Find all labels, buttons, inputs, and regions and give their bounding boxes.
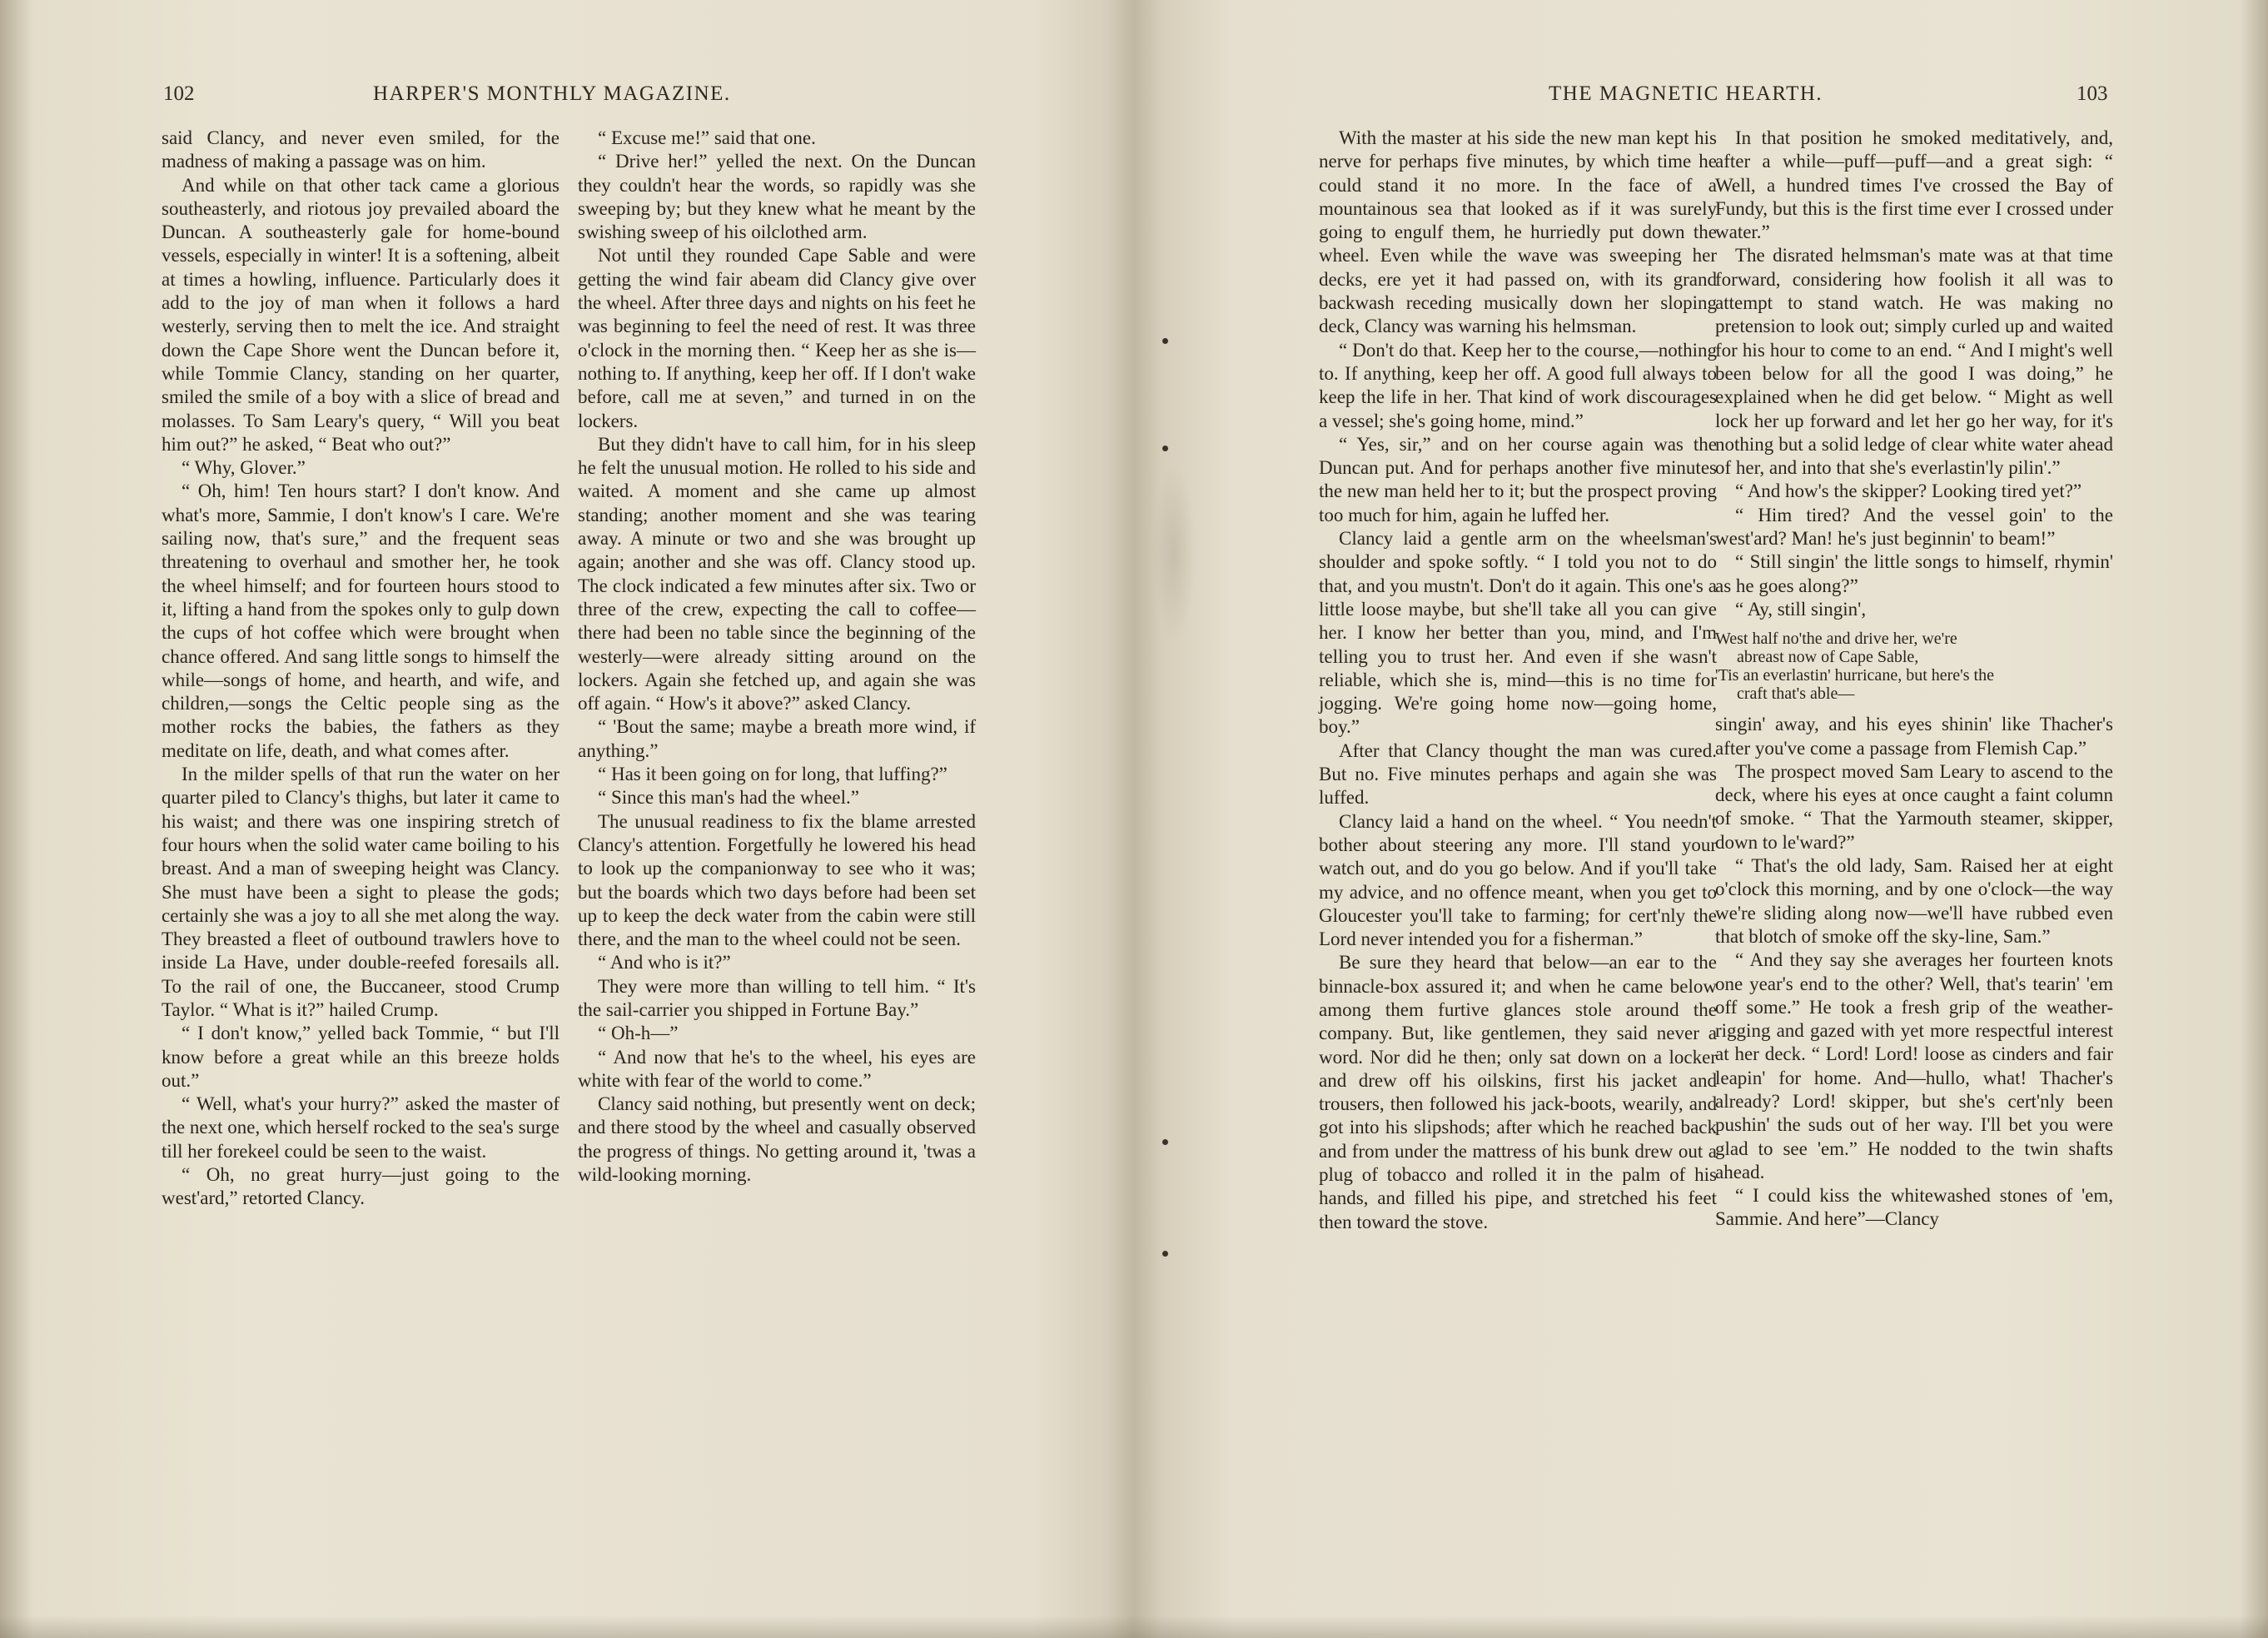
paragraph: After that Clancy thought the man was cured. But no. Five minutes perhaps and again she was luffed. xyxy=(1319,739,1717,809)
paragraph: Be sure they heard that below—an ear to the binnacle-box assured it; and when he came below among them furtive glances stole around the company. But, like gentlemen, they said never a word. Nor did he then; only sat down on a locker and drew off his oilskins, first his jacket and trousers, then followed his jack-boots, wearily, and got into his slipshods; after which he reached back and from under the mattress of his bunk drew out a plug of tobacco and rolled it in the palm of his hands, and filled his pipe, and stretched his feet then toward the stove. xyxy=(1319,952,1717,1232)
text-column-2 xyxy=(1715,127,2113,1232)
paragraph: “ I could kiss the whitewashed stones of 'em, Sammie. And here”—Clancy xyxy=(1715,1185,2113,1230)
paragraph: “ And they say she averages her fourteen knots one year's end to the other? Well, that's tearin' 'em off some.” He took a fresh grip of the weather-rigging and gazed with yet more respectful interest at her deck. “ Lord! Lord! loose as cinders and fair leapin' for home. And—hullo, what! Thacher's already? Lord! skipper, but she's cert'nly been pushin' the suds out of her way. I'll bet you were glad to see 'em.” He nodded to the twin shafts ahead. xyxy=(1715,949,2113,1182)
paragraph: “ Since this man's had the wheel.” xyxy=(598,787,859,809)
paragraph: “ Yes, sir,” and on her course again was the Duncan put. And for perhaps another five minutes the new man held her to it; but the prospect proving too much for him, again he luffed her. xyxy=(1319,433,1717,525)
song-verse xyxy=(1715,630,2113,703)
page-number: 103 xyxy=(2077,82,2108,105)
running-head: THE MAGNETIC HEARTH. xyxy=(1549,82,1823,105)
paragraph: “ Why, Glover.” xyxy=(182,457,306,479)
paragraph: “ Well, what's your hurry?” asked the master of the next one, which herself rocked to the sea's surge till her forekeel could be seen to the waist. xyxy=(162,1093,560,1162)
paragraph: “ Oh, no great hurry—just going to the west'ard,” retorted Clancy. xyxy=(162,1164,560,1209)
right-page xyxy=(1134,0,2268,1638)
paragraph: “ Don't do that. Keep her to the course,—nothing to. If anything, keep her off. A good full always to keep the life in her. That kind of work discourages a vessel; she's going home, mind.” xyxy=(1319,339,1717,431)
paragraph: singin' away, and his eyes shinin' like Thacher's after you've come a passage from Flemish Cap.” xyxy=(1715,714,2113,759)
paragraph: “ Drive her!” yelled the next. On the Duncan they couldn't hear the words, so rapidly was she sweeping by; but they knew what he meant by the swishing sweep of his oilclothed arm. xyxy=(578,151,976,243)
paragraph: But they didn't have to call him, for in his sleep he felt the unusual motion. He rolled to his side and waited. A moment and she came up almost standing; another moment and she was tearing away. A minute or two and she was brought up again; another and she was off. Clancy stood up. The clock indicated a few minutes after six. Two or three of the crew, expecting the call to coffee—there had been no table since the beginning of the westerly—were already sitting around on the lockers. Again she fetched up, and again she was off again. “ How's it above?” asked Clancy. xyxy=(578,433,976,714)
paragraph: In that position he smoked meditatively, and, after a while—puff—puff—and a great sigh: “ Well, a hundred times I've crossed the Bay of Fundy, but this is the first time ever I crossed under water.” xyxy=(1715,127,2113,243)
text-column-1 xyxy=(162,127,560,1211)
paragraph: “ Ay, still singin', xyxy=(1735,598,1867,620)
paragraph: “ Still singin' the little songs to himself, rhymin' as he goes along?” xyxy=(1715,551,2113,596)
paragraph: With the master at his side the new man kept his nerve for perhaps five minutes, by which time he could stand it no more. In the face of a mountainous sea that looked as if it was surely going to engulf them, he hurriedly put down the wheel. Even while the wave was sweeping her decks, ere yet it had passed on, with its grand backwash receding musically down her sloping deck, Clancy was warning his helmsman. xyxy=(1319,127,1717,337)
paragraph: “ And how's the skipper? Looking tired yet?” xyxy=(1735,480,2082,502)
verse-line: craft that's able— xyxy=(1737,685,1855,704)
verse-line: West half no'the and drive her, we're xyxy=(1715,630,1957,649)
text-column-2 xyxy=(578,127,976,1187)
paragraph: “ That's the old lady, Sam. Raised her at eight o'clock this morning, and by one o'clock—the way we're sliding along now—we'll have rubbed even that blotch of smoke off the sky-line, Sam.” xyxy=(1715,855,2113,947)
paragraph: Not until they rounded Cape Sable and were getting the wind fair abeam did Clancy give over the wheel. After three days and nights on his feet he was beginning to feel the need of rest. It was three o'clock in the morning then. “ Keep her as she is—nothing to. If anything, keep her off. If I don't wake before, call me at seven,” and turned in on the lockers. xyxy=(578,245,976,431)
paragraph: They were more than willing to tell him. “ It's the sail-carrier you shipped in Fortune Bay.” xyxy=(578,975,976,1020)
paragraph: said Clancy, and never even smiled, for the madness of making a passage was on him. xyxy=(162,127,560,172)
paragraph: The disrated helmsman's mate was at that time forward, considering how foolish it all was to attempt to stand watch. He was making no pretension to look out; simply curled up and waited for his hour to come to an end. “ And I might's well been below for all the good I was doing,” he explained when he did get below. “ Might as well lock her up forward and let her go her way, for it's nothing but a solid ledge of clear white water ahead of her, and into that she's everlastin'ly pilin'.” xyxy=(1715,245,2113,479)
paragraph: The unusual readiness to fix the blame arrested Clancy's attention. Forgetfully he lowered his head to look up the companionway to see who it was; but the boards which two days before had been set up to keep the deck water from the cabin were still there, and the man to the wheel could not be seen. xyxy=(578,810,976,950)
paragraph: And while on that other tack came a glorious southeasterly, and riotous joy prevailed aboard the Duncan. A southeasterly gale for home-bound vessels, especially in winter! It is a softening, albeit at times a howling, influence. Particularly does it add to the joy of man when it follows a hard westerly, serving then to melt the ice. And straight down the Cape Shore went the Duncan before it, while Tommie Clancy, standing on her quarter, smiled the smile of a boy with a slice of bread and molasses. To Sam Leary's query, “ Will you beat him out?” he asked, “ Beat who out?” xyxy=(162,174,560,455)
paragraph: “ Oh-h—” xyxy=(598,1023,679,1044)
paragraph: “ Has it been going on for long, that luffing?” xyxy=(598,764,947,785)
paragraph: “ And who is it?” xyxy=(598,952,731,973)
paragraph: “ Him tired? And the vessel goin' to the west'ard? Man! he's just beginnin' to beam!” xyxy=(1715,504,2113,550)
paragraph: Clancy said nothing, but presently went on deck; and there stood by the wheel and casually observed the progress of things. No getting around it, 'twas a wild-looking morning. xyxy=(578,1093,976,1186)
paragraph: Clancy laid a hand on the wheel. “ You needn't bother about steering any more. I'll stand your watch out, and do you go below. And if you'll take my advice, and no offence meant, when you get to Gloucester you'll take to farming; for cert'nly the Lord never intended you for a fisherman.” xyxy=(1319,810,1717,950)
paragraph: “ Oh, him! Ten hours start? I don't know. And what's more, Sammie, I don't know's I care. We're sailing now, that's sure,” and the frequent seas threatening to overhaul and smother her, he took the wheel himself; and for fourteen hours stood to it, lifting a hand from the spokes only to gulp down the cups of hot coffee which were brought when chance offered. And sang little songs to himself the while—songs of home, and hearth, and wife, and children,—songs the Celtic people sing as the mother rocks the babies, the fathers as they meditate on life, death, and what comes after. xyxy=(162,480,560,761)
paragraph: “ And now that he's to the wheel, his eyes are white with fear of the world to come.” xyxy=(578,1046,976,1091)
paragraph: The prospect moved Sam Leary to ascend to the deck, where his eyes at once caught a faint column of smoke. “ That the Yarmouth steamer, skipper, down to le'ward?” xyxy=(1715,760,2113,853)
verse-line: 'Tis an everlastin' hurricane, but here's the xyxy=(1715,666,1994,685)
paragraph: In the milder spells of that run the water on her quarter piled to Clancy's thighs, but later it came to his waist; and there was one inspiring stretch of four hours when the solid water came boiling to his breast. And a man of sweeping height was Clancy. She must have been a sight to please the gods; certainly she was a joy to all she met along the way. They breasted a fleet of outbound trawlers hove to inside La Have, under double-reefed foresails all. To the rail of one, the Buccaneer, stood Crump Taylor. “ What is it?” hailed Crump. xyxy=(162,764,560,1020)
running-head: HARPER'S MONTHLY MAGAZINE. xyxy=(373,82,731,105)
paragraph: Clancy laid a gentle arm on the wheelsman's shoulder and spoke softly. “ I told you not to do that, and you mustn't. Don't do it again. This one's a little loose maybe, but she'll take all you can give her. I know her better than you, mind, and I'm telling you to trust her. And even if she wasn't reliable, which she is, mind—this is no time for jogging. We're going home now—going home, boy.” xyxy=(1319,528,1717,738)
page-number: 102 xyxy=(163,82,195,105)
paragraph: “ Excuse me!” said that one. xyxy=(598,127,816,148)
paragraph: “ 'Bout the same; maybe a breath more wind, if anything.” xyxy=(578,716,976,761)
text-column-1 xyxy=(1319,127,1717,1234)
paragraph: “ I don't know,” yelled back Tommie, “ but I'll know before a great while an this breeze holds out.” xyxy=(162,1023,560,1091)
verse-line: abreast now of Cape Sable, xyxy=(1737,648,1919,667)
